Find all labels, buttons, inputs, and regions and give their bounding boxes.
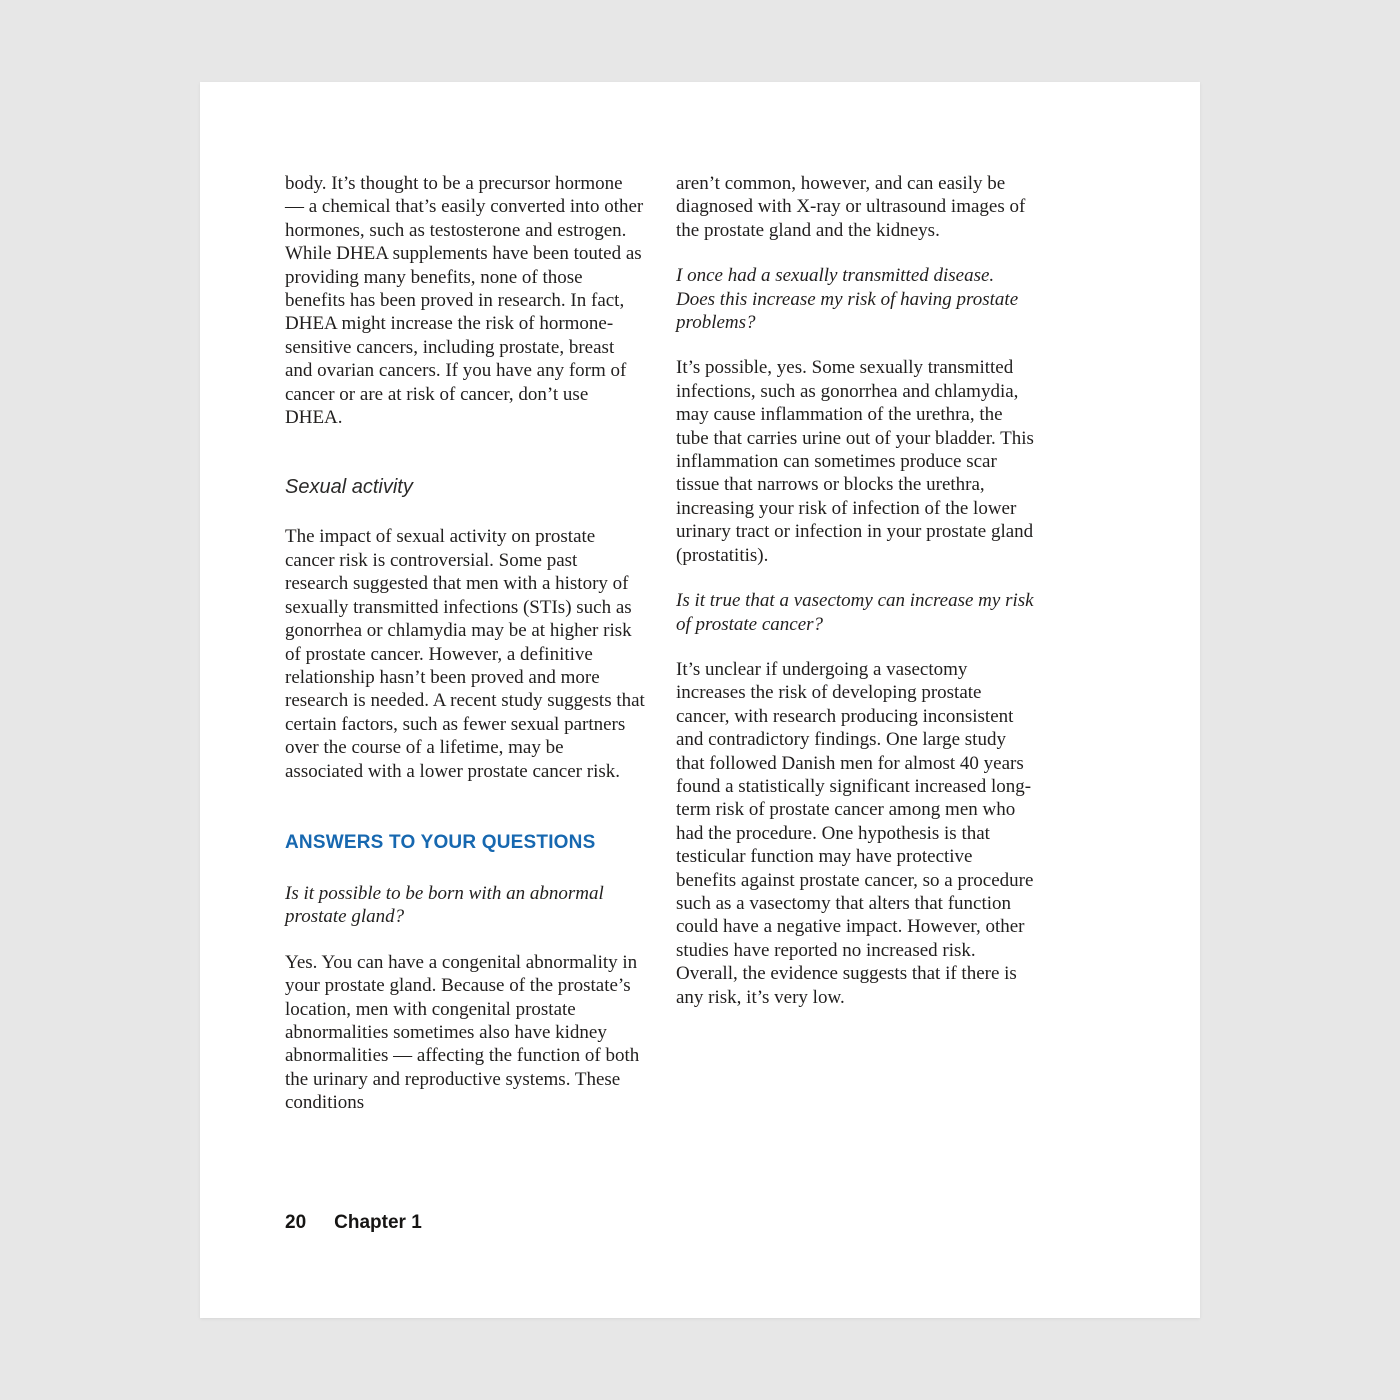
question-std: I once had a sexually transmitted disease. Does this increase my risk of having prostate problems? bbox=[676, 265, 1019, 334]
answer-std: It’s possible, yes. Some sexually transmitted infections, such as gonorrhea and chlamydia, may cause inflammation of the urethra, the tube that carries urine out of your bladder. This inflammation can sometimes produce scar tissue that narrows or blocks the urethra, increasing your risk of infection of the lower urinary tract or infection in your prostate gland (prostatitis). bbox=[676, 357, 1034, 566]
chapter-label: Chapter 1 bbox=[334, 1212, 422, 1233]
left-column bbox=[285, 172, 645, 1137]
answer-vasectomy: It’s unclear if undergoing a vasectomy increases the risk of developing prostate cancer, with research producing inconsistent and contradictory findings. One large study that followed Danish men for almost 40 years found a statistically significant increased long-term risk of prostate cancer among men who had the procedure. One hypothesis is that testicular function may have protective benefits against prostate cancer, so a procedure such as a vasectomy that alters that function could have a negative impact. However, other studies have reported no increased risk. Overall, the evidence suggests that if there is any risk, it’s very low. bbox=[676, 658, 1034, 1008]
right-column bbox=[676, 172, 1036, 1137]
page-footer bbox=[285, 1212, 422, 1234]
subheading-sexual-activity: Sexual activity bbox=[285, 476, 413, 499]
paragraph-sexual-activity: The impact of sexual activity on prostate cancer risk is controversial. Some past research suggested that men with a history of sexually transmitted infections (STIs) such as gonorrhea or chlamydia may be at higher risk of prostate cancer. However, a definitive relationship hasn’t been proved and more research is needed. A recent study suggests that certain factors, such as fewer sexual partners over the course of a lifetime, may be associated with a lower prostate cancer risk. bbox=[285, 526, 645, 782]
page-number: 20 bbox=[285, 1212, 307, 1233]
question-abnormal-gland: Is it possible to be born with an abnormal prostate gland? bbox=[285, 882, 604, 928]
paragraph-dhea: body. It’s thought to be a precursor hormone — a chemical that’s easily converted into other hormones, such as testosterone and estrogen. While DHEA supplements have been touted as providing many benefits, none of those benefits has been proved in research. In fact, DHEA might increase the risk of hormone-sensitive cancers, including prostate, breast and ovarian cancers. If you have any form of cancer or are at risk of cancer, don’t use DHEA. bbox=[285, 173, 644, 429]
answer-abnormal-gland-continued: aren’t common, however, and can easily be diagnosed with X-ray or ultrasound images of the prostate gland and the kidneys. bbox=[676, 173, 1026, 241]
answers-heading: ANSWERS TO YOUR QUESTIONS bbox=[285, 831, 596, 853]
answer-abnormal-gland: Yes. You can have a congenital abnormality in your prostate gland. Because of the prostate’s location, men with congenital prostate abnormalities sometimes also have kidney abnormalities — affecting the function of both the urinary and reproductive systems. These conditions bbox=[285, 951, 640, 1114]
text-columns bbox=[285, 172, 1037, 1137]
question-vasectomy: Is it true that a vasectomy can increase my risk of prostate cancer? bbox=[676, 590, 1034, 635]
book-page bbox=[200, 82, 1200, 1318]
